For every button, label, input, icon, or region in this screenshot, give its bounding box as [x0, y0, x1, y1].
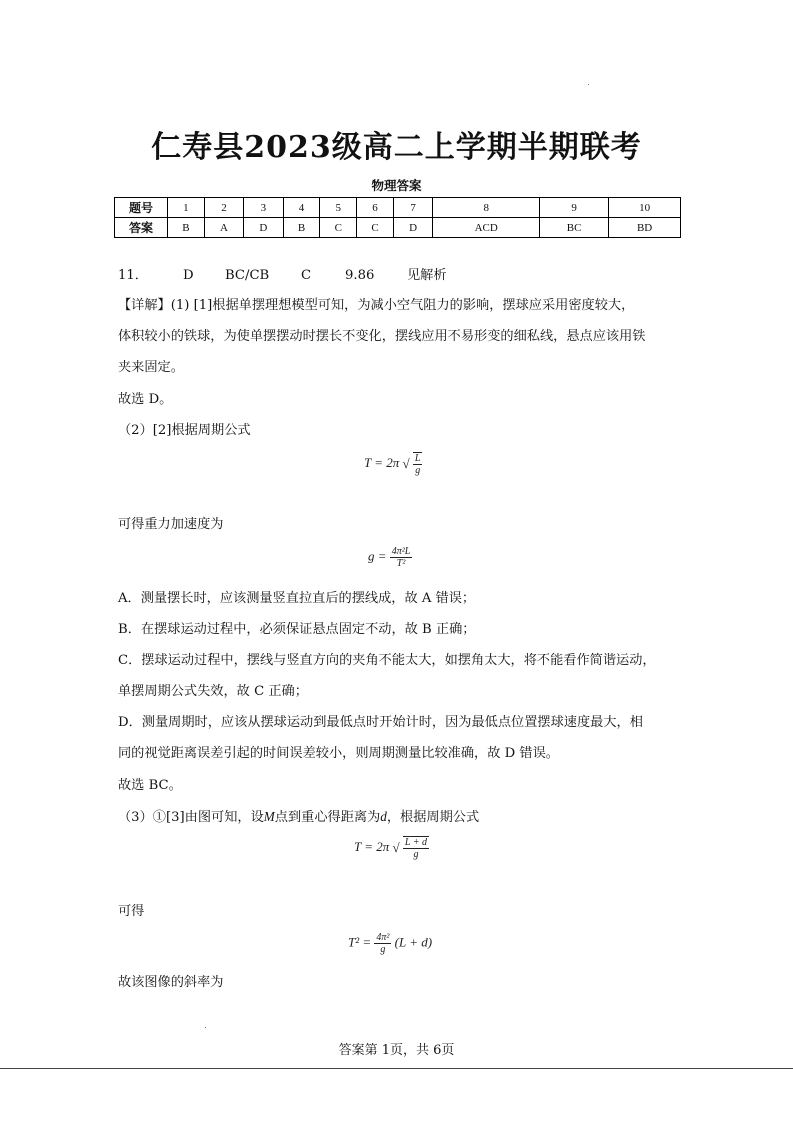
text-line: 体积较小的铁球，为使单摆摆动时摆长不变化，摆线应用不易形变的细私线，悬点应该用铁 [118, 329, 646, 344]
text-line: A．测量摆长时，应该测量竖直拉直后的摆线成，故 A 错误； [118, 591, 476, 606]
text-segment: （3）①[3]由图可知，设 [118, 810, 264, 825]
formula-lhs: T² = [348, 934, 372, 950]
fraction [374, 932, 391, 955]
answer-table [114, 197, 681, 238]
var-d: d [380, 809, 387, 824]
numerator: 4π²L [391, 546, 411, 557]
q11-answer-2: BC/CB [225, 268, 270, 283]
text-line: B．在摆球运动过程中，必须保证悬点固定不动，故 B 正确； [118, 622, 476, 637]
text-line: 故该图像的斜率为 [118, 975, 224, 990]
table-cell: 10 [609, 198, 681, 218]
table-cell: BC [540, 218, 609, 238]
table-cell: 9 [540, 198, 609, 218]
q11-number: 11． [118, 268, 148, 283]
table-row [115, 218, 681, 238]
table-cell: ACD [433, 218, 540, 238]
text-line: D．测量周期时，应该从摆球运动到最低点时开始计时，因为最低点位置摆球速度最大，相 [118, 715, 643, 730]
table-head-answer: 答案 [115, 218, 168, 238]
fraction [413, 452, 423, 476]
text-line: 同的视觉距离误差引起的时间误差较小，则周期测量比较准确，故 D 错误。 [118, 746, 559, 761]
table-cell: 3 [244, 198, 283, 218]
formula-t-squared [348, 932, 432, 955]
table-cell: A [204, 218, 243, 238]
numerator: 4π² [376, 932, 390, 943]
table-cell: 7 [393, 198, 432, 218]
text-line: 夹来固定。 [118, 360, 184, 375]
table-cell: 8 [433, 198, 540, 218]
text-line: 【详解】(1) [1]根据单摆理想模型可知，为减小空气阻力的影响，摆球应采用密度较大， [118, 298, 635, 313]
text-line: 故选 D。 [118, 392, 173, 407]
table-head-number: 题号 [115, 198, 168, 218]
page-title: 仁寿县2023级高二上学期半期联考 [151, 130, 642, 165]
q11-answers [118, 268, 447, 284]
denominator: T² [396, 558, 406, 569]
text-line: 可得 [118, 904, 145, 919]
table-cell: 2 [204, 198, 243, 218]
q11-answer-4: 9.86 [345, 268, 375, 283]
table-cell: C [320, 218, 357, 238]
q11-answer-5: 见解析 [407, 268, 447, 283]
table-cell: D [244, 218, 283, 238]
q11-answer-3: C [301, 268, 312, 283]
sqrt-symbol: √ [392, 840, 400, 855]
table-cell: 4 [283, 198, 320, 218]
text-line: 可得重力加速度为 [118, 517, 224, 532]
page-subtitle: 物理答案 [371, 178, 422, 193]
table-cell: C [357, 218, 394, 238]
table-cell: 6 [357, 198, 394, 218]
table-cell: D [393, 218, 432, 238]
footer-divider [0, 1068, 793, 1069]
fraction [403, 836, 429, 860]
denominator: g [380, 944, 386, 955]
table-cell: 1 [168, 198, 205, 218]
formula-period [364, 452, 422, 476]
table-cell: B [168, 218, 205, 238]
denominator: g [415, 465, 421, 476]
text-line: 单摆周期公式失效，故 C 正确； [118, 684, 308, 699]
table-cell: 5 [320, 198, 357, 218]
formula-lhs: T = 2π [354, 838, 390, 854]
text-line: C．摆球运动过程中，摆线与竖直方向的夹角不能太大，如摆角太大，将不能看作简谐运动， [118, 653, 656, 668]
numerator: L [414, 453, 421, 464]
formula-gravity [368, 546, 412, 569]
table-cell: B [283, 218, 320, 238]
text-line: （2）[2]根据周期公式 [118, 423, 251, 438]
formula-lhs: g = [368, 548, 387, 564]
fraction [390, 546, 413, 569]
sqrt-symbol: √ [402, 456, 410, 471]
denominator: g [413, 849, 419, 860]
q11-answer-1: D [183, 268, 194, 283]
page-footer: 答案第 1页，共 6页 [338, 1043, 455, 1058]
table-row [115, 198, 681, 218]
scan-dot [588, 84, 589, 85]
text-segment: 点到重心得距离为 [274, 810, 381, 825]
var-m: M [263, 809, 275, 824]
formula-rhs: (L + d) [394, 934, 433, 950]
text-line [118, 809, 479, 826]
table-cell: BD [609, 218, 681, 238]
formula-period-d [354, 836, 429, 860]
numerator: L + d [404, 837, 428, 848]
text-line: 故选 BC。 [118, 778, 182, 793]
scan-dot [205, 1027, 206, 1028]
text-segment: ，根据周期公式 [386, 810, 480, 825]
formula-lhs: T = 2π [364, 454, 400, 470]
